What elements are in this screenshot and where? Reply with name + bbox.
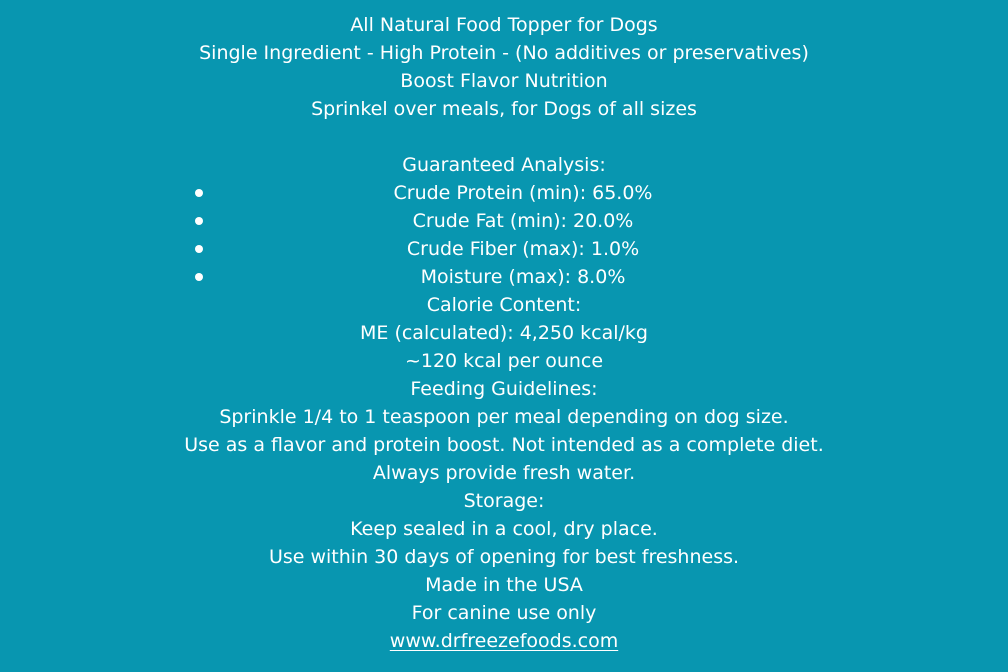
analysis-item-text: Crude Protein (min): 65.0% [393, 182, 653, 204]
analysis-item-text: Moisture (max): 8.0% [420, 266, 626, 288]
analysis-item [0, 263, 1008, 291]
feeding-water-line: Always provide fresh water. [372, 462, 636, 484]
analysis-heading: Guaranteed Analysis: [402, 154, 606, 176]
analysis-item [0, 235, 1008, 263]
website-line [0, 627, 1008, 655]
product-description [0, 11, 1008, 655]
blank-line [0, 123, 1008, 151]
storage-freshness-line: Use within 30 days of opening for best freshness. [268, 546, 740, 568]
product-headline: All Natural Food Topper for Dogs [350, 14, 658, 36]
product-benefit: Boost Flavor Nutrition [400, 70, 608, 92]
feeding-purpose-line: Use as a flavor and protein boost. Not intended as a complete diet. [184, 434, 824, 456]
bullet-icon [195, 189, 203, 197]
calorie-me-line: ME (calculated): 4,250 kcal/kg [360, 322, 648, 344]
bullet-icon [195, 217, 203, 225]
calorie-per-ounce-line: ~120 kcal per ounce [404, 350, 604, 372]
product-usage-line: Sprinkel over meals, for Dogs of all sizes [311, 98, 697, 120]
bullet-icon [195, 273, 203, 281]
product-tagline: Single Ingredient - High Protein - (No additives or preservatives) [199, 42, 809, 64]
feeding-amount-line: Sprinkle 1/4 to 1 teaspoon per meal depending on dog size. [219, 406, 789, 428]
canine-use-label: For canine use only [411, 602, 597, 624]
analysis-item-text: Crude Fiber (max): 1.0% [406, 238, 640, 260]
storage-heading: Storage: [463, 490, 545, 512]
website-link[interactable]: www.drfreezefoods.com [389, 630, 619, 652]
storage-sealed-line: Keep sealed in a cool, dry place. [350, 518, 658, 540]
feeding-heading: Feeding Guidelines: [410, 378, 598, 400]
analysis-item-text: Crude Fat (min): 20.0% [412, 210, 634, 232]
bullet-icon [195, 245, 203, 253]
analysis-list [0, 179, 1008, 291]
analysis-item [0, 179, 1008, 207]
analysis-item [0, 207, 1008, 235]
made-in-label: Made in the USA [425, 574, 583, 596]
calorie-heading: Calorie Content: [426, 294, 582, 316]
